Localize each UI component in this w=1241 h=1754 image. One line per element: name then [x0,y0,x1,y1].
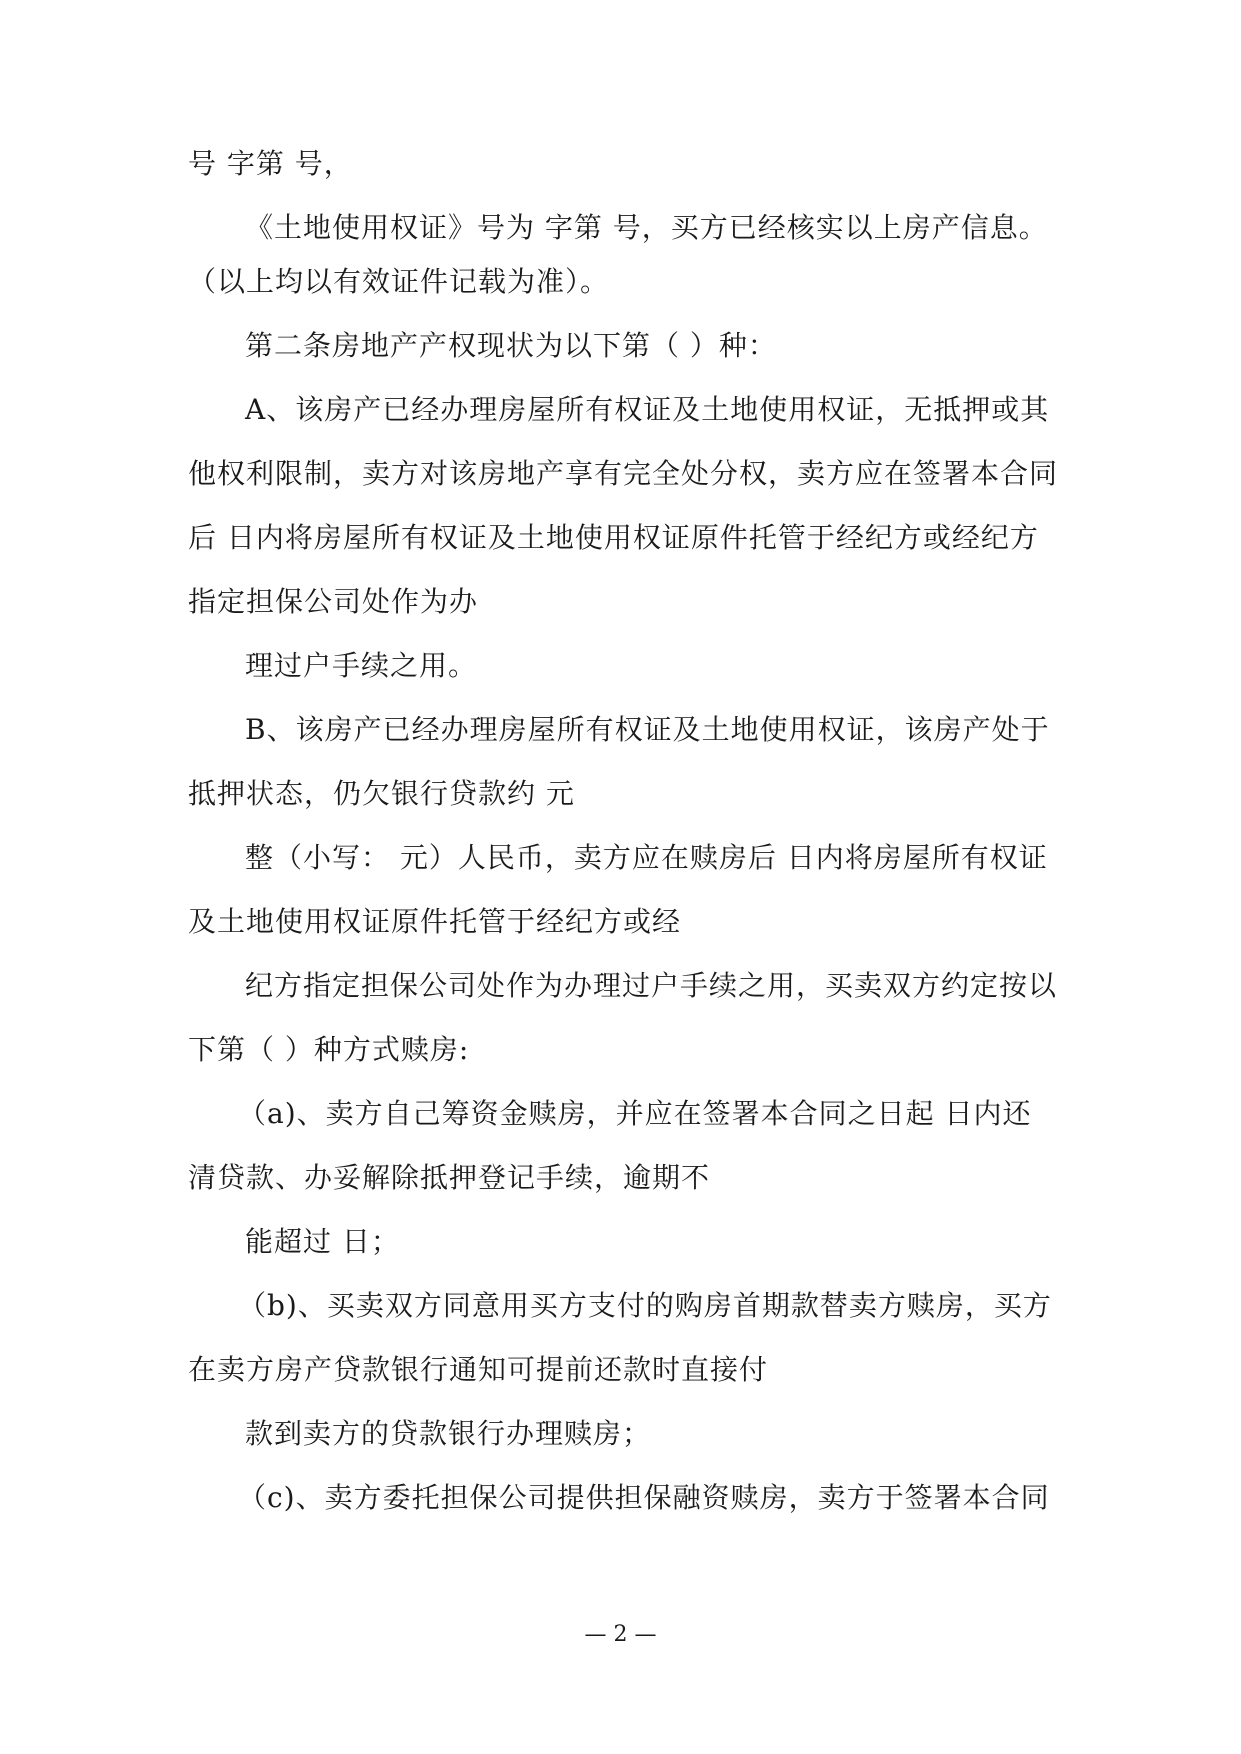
text-line: （以上均以有效证件记载为准）。 [188,265,610,298]
text-line: 抵押状态，仍欠银行贷款约 元 [188,777,575,810]
text-line: 后 日内将房屋所有权证及土地使用权证原件托管于经纪方或经纪方 [188,521,1039,554]
text-line: 整（小写： 元）人民币，卖方应在赎房后 日内将房屋所有权证 [245,841,1048,874]
text-line: 在卖方房产贷款银行通知可提前还款时直接付 [188,1353,769,1386]
text-line: （b)、买卖双方同意用买方支付的购房首期款替卖方赎房，买方 [238,1289,1052,1322]
text-line: （a)、卖方自己筹资金赎房，并应在签署本合同之日起 日内还 [238,1097,1032,1130]
text-line: 号 字第 号， [188,147,353,180]
text-line: （c)、卖方委托担保公司提供担保融资赎房，卖方于签署本合同 [238,1481,1050,1514]
text-line: B、该房产已经办理房屋所有权证及土地使用权证，该房产处于 [245,713,1050,746]
text-line: 指定担保公司处作为办 [188,585,479,618]
text-line: 理过户手续之用。 [245,649,478,682]
text-line: 《土地使用权证》号为 字第 号，买方已经核实以上房产信息。 [245,211,1048,244]
text-line: 他权利限制，卖方对该房地产享有完全处分权，卖方应在签署本合同 [188,457,1059,490]
page-number: — 2 — [584,1622,657,1647]
text-line: 纪方指定担保公司处作为办理过户手续之用，买卖双方约定按以 [245,969,1058,1002]
text-line: 清贷款、办妥解除抵押登记手续，逾期不 [188,1161,711,1194]
text-line: 下第（ ）种方式赎房: [188,1033,470,1066]
text-line: 及土地使用权证原件托管于经纪方或经 [188,905,682,938]
text-line: 第二条房地产产权现状为以下第（ ）种： [245,329,777,362]
text-line: 能超过 日； [245,1225,400,1258]
text-line: A、该房产已经办理房屋所有权证及土地使用权证，无抵押或其 [245,393,1050,426]
text-line: 款到卖方的贷款银行办理赎房； [245,1417,652,1450]
